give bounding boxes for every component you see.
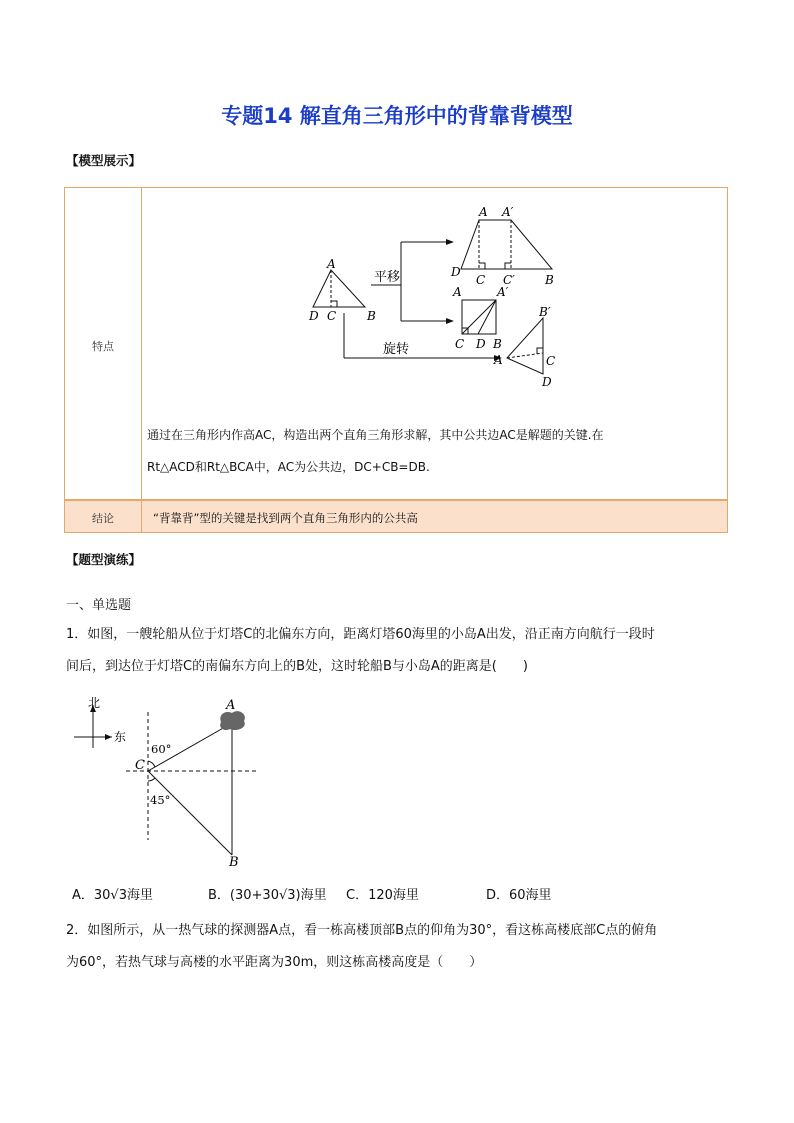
point-A-label: A: [226, 698, 236, 713]
page-title: 专题14 解直角三角形中的背靠背模型: [221, 104, 573, 128]
feature-text-line1: 通过在三角形内作高AC，构造出两个直角三角形求解，其中公共边AC是解题的关键.在: [147, 428, 604, 442]
angle-60-label: 60°: [151, 742, 172, 756]
question2-line1: 2．如图所示，从一热气球的探测器A点，看一栋高楼顶部B点的仰角为30°，看这栋高楼底部C点的俯角: [66, 923, 658, 938]
trap-label-D: D: [451, 265, 461, 279]
square-label-C: C: [455, 337, 465, 351]
trap-label-C-prime: C′: [503, 273, 515, 287]
arrowhead-top: [446, 239, 454, 245]
section-practice: 【题型演练】: [66, 552, 142, 567]
label-C: C: [327, 309, 337, 323]
choice-b: B．(30+30√3)海里: [208, 888, 327, 903]
square-figure: [462, 300, 496, 334]
model-table: [64, 187, 728, 533]
angle-45-label: 45°: [150, 793, 171, 807]
row-divider: [65, 499, 727, 501]
question1-line1: 1．如图，一艘轮船从位于灯塔C的北偏东方向，距离灯塔60海里的小岛A出发，沿正南方向航行一段时: [66, 627, 655, 642]
choice-a: A．30√3海里: [72, 888, 153, 903]
east-arrowhead: [105, 734, 112, 740]
trapezoid-figure: [461, 220, 552, 269]
rot-label-D: D: [542, 375, 552, 389]
point-C-label: C: [135, 758, 145, 773]
label-B: B: [367, 309, 376, 323]
square-label-B: B: [493, 337, 502, 351]
question2-line2: 为60°，若热气球与高楼的水平距离为30m，则这栋高楼高度是（ ）: [66, 955, 483, 970]
label-A: A: [327, 257, 336, 271]
point-B-label: B: [229, 855, 239, 870]
east-label: 东: [114, 730, 127, 744]
section-model-display: 【模型展示】: [66, 153, 142, 168]
square-label-A: A: [453, 285, 462, 299]
translate-label: 平移: [374, 270, 401, 285]
source-triangle: [313, 270, 365, 307]
feature-label: 特点: [92, 340, 114, 353]
question1-figure: [66, 690, 266, 870]
rotate-label: 旋转: [383, 342, 410, 357]
rot-label-C: C: [546, 354, 556, 368]
trap-label-A-prime: A′: [502, 205, 514, 219]
trap-label-B: B: [545, 273, 554, 287]
arrowhead-middle: [446, 318, 454, 324]
trap-label-A: A: [479, 205, 488, 219]
rot-label-A: A: [494, 353, 503, 367]
island-icon: [220, 711, 245, 730]
feature-text-line2: Rt△ACD和Rt△BCA中，AC为公共边，DC+CB=DB.: [147, 460, 430, 474]
question1-line2: 间后，到达位于灯塔C的南偏东方向上的B处，这时轮船B与小岛A的距离是( ): [66, 659, 528, 674]
part-one-heading: 一、单选题: [66, 598, 132, 613]
north-label: 北: [88, 696, 101, 710]
rotated-triangle: [507, 318, 543, 374]
square-label-A-prime: A′: [497, 285, 509, 299]
model-diagram: [65, 188, 729, 408]
trap-label-C: C: [476, 273, 486, 287]
choice-c: C．120海里: [346, 888, 419, 903]
label-D: D: [309, 309, 319, 323]
conclusion-label: 结论: [92, 512, 114, 525]
square-label-D: D: [476, 337, 486, 351]
choice-d: D．60海里: [486, 888, 552, 903]
dashed-axes: [126, 712, 258, 840]
rot-label-B-prime: B′: [539, 305, 551, 319]
conclusion-text: “背靠背”型的关键是找到两个直角三角形内的公共高: [153, 511, 418, 525]
